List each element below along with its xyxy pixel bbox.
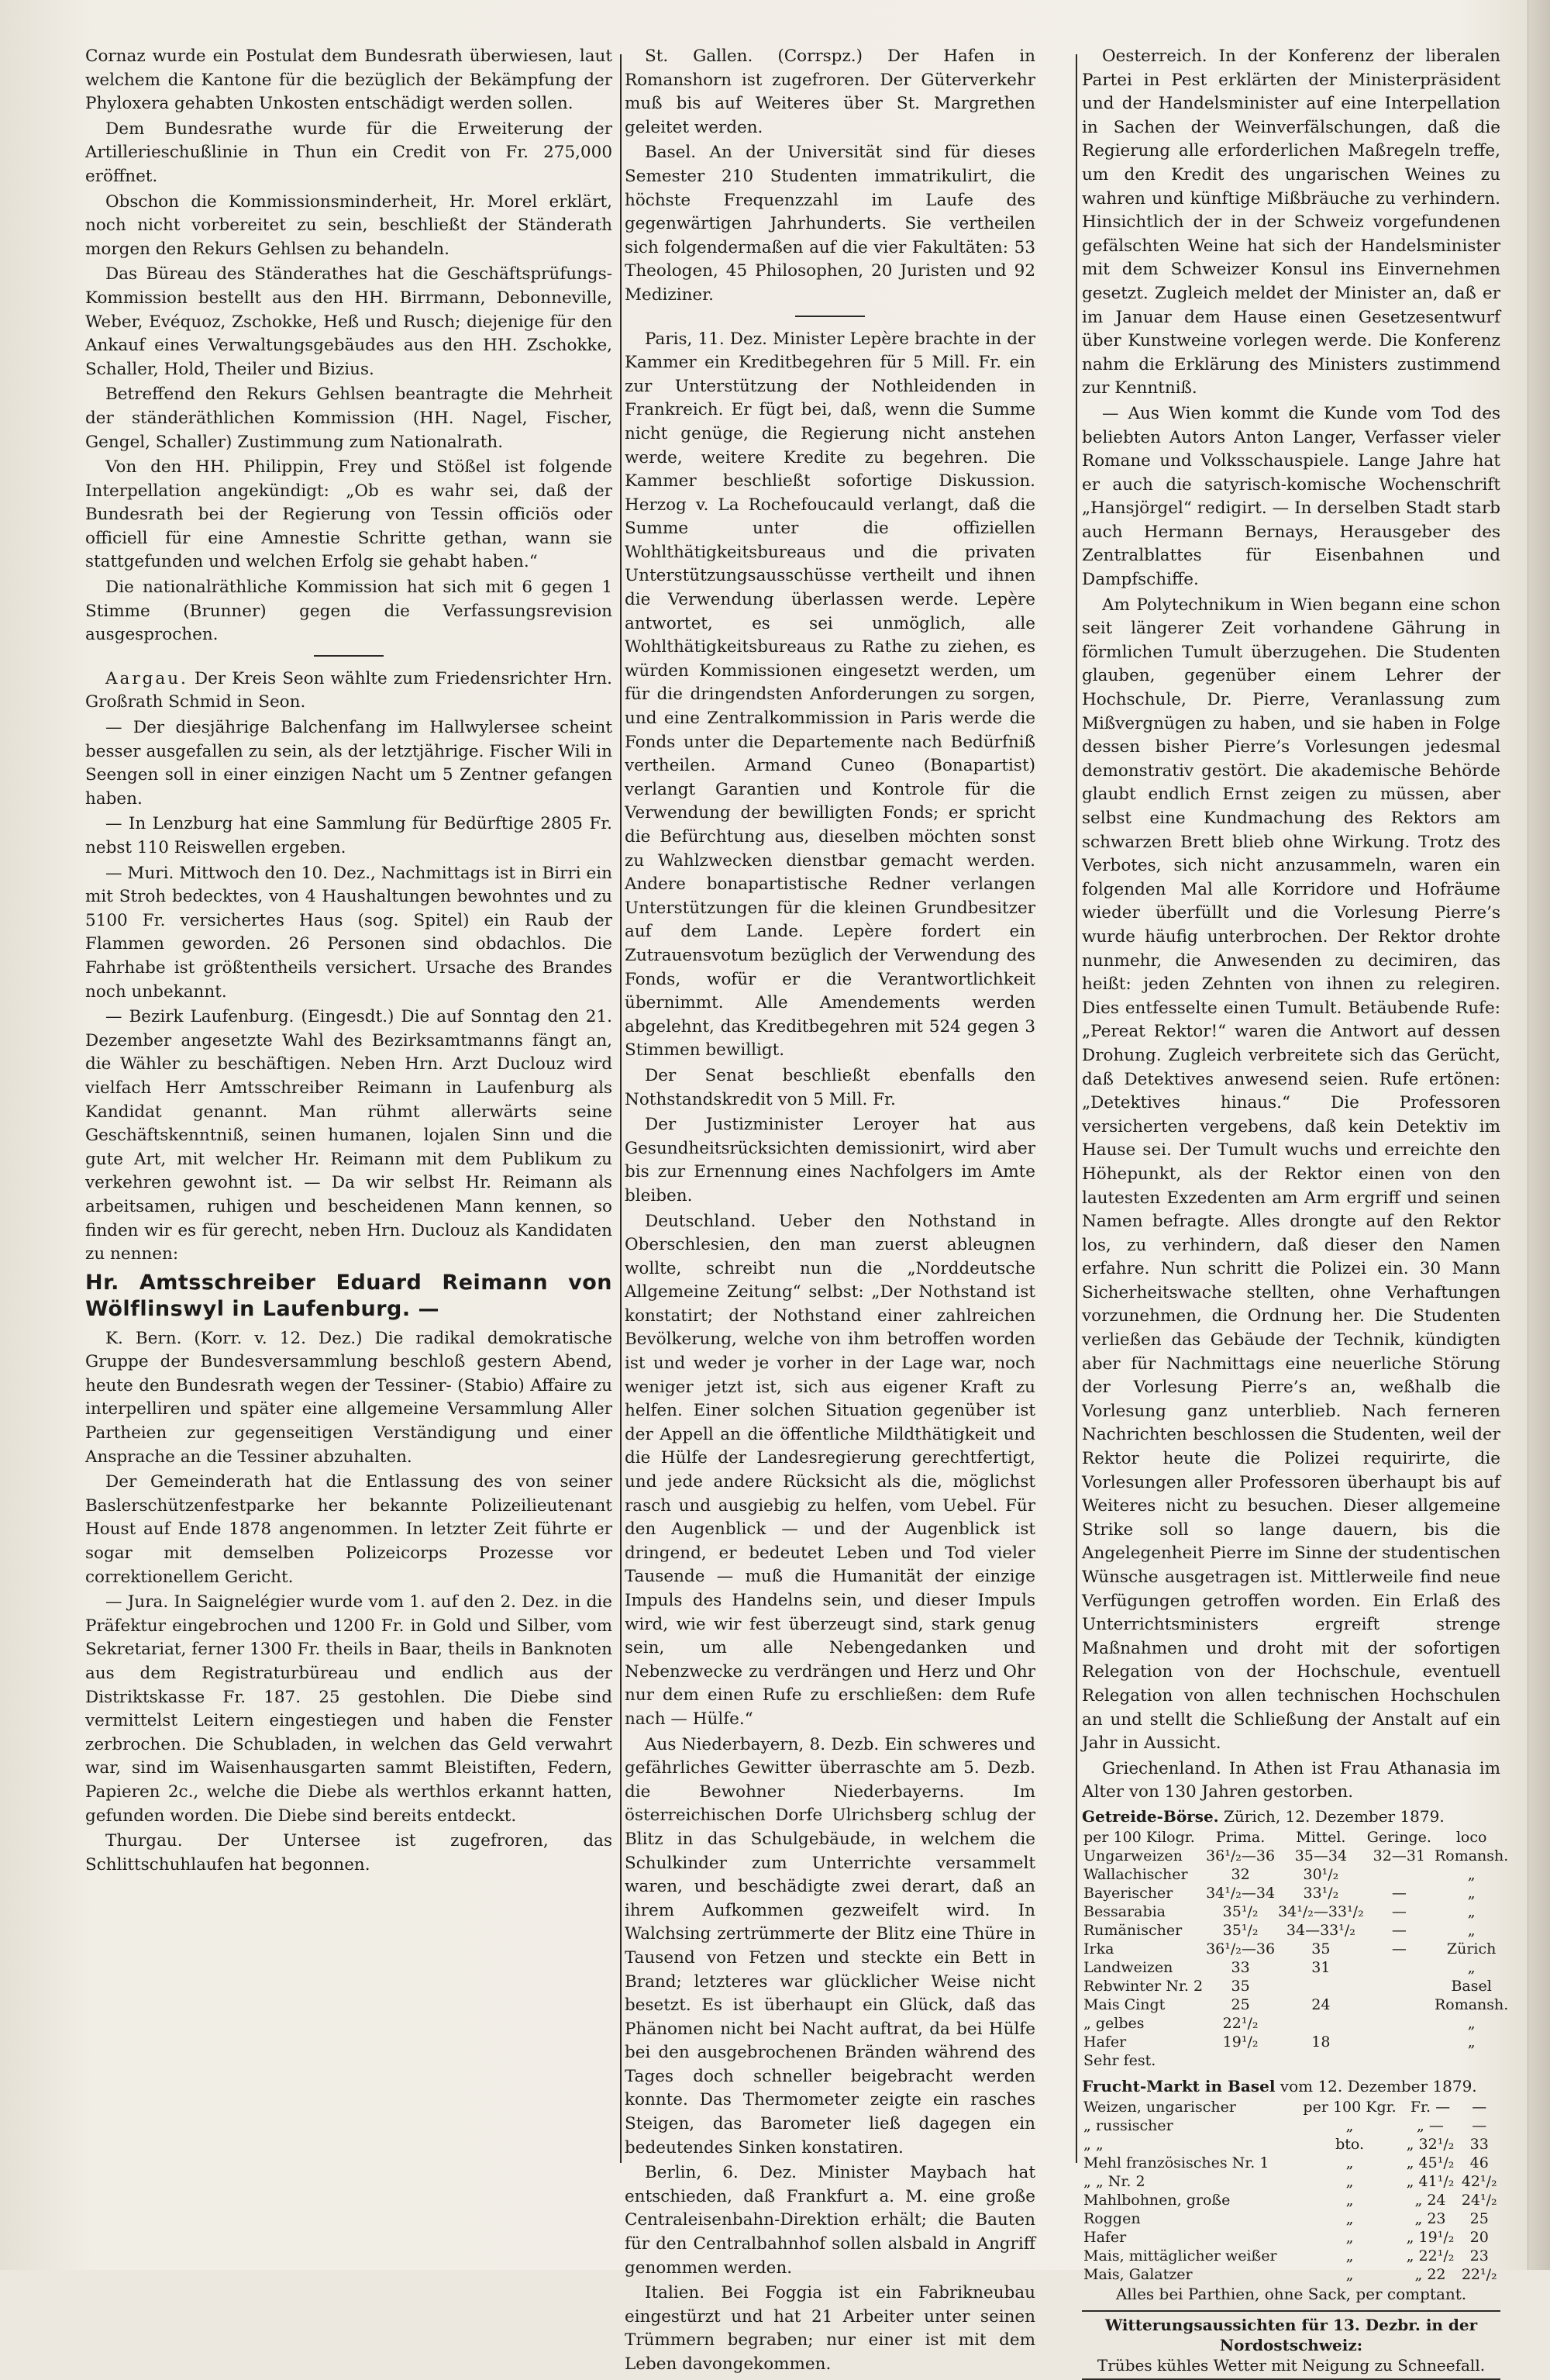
table-cell: Roggen <box>1083 2209 1141 2227</box>
table-cell <box>1366 1977 1433 1995</box>
table-cell: „ <box>1345 2247 1354 2264</box>
table-cell <box>1366 1958 1433 1977</box>
table-cell: „ 24 <box>1414 2191 1446 2209</box>
table-cell <box>1276 2014 1366 2033</box>
table-cell <box>1366 2033 1433 2051</box>
fruit-row <box>1082 2228 1500 2247</box>
fruit-row <box>1082 2135 1500 2154</box>
grain-row <box>1082 1884 1510 1902</box>
table-cell: „ <box>1467 1921 1476 1939</box>
grain-row <box>1082 1847 1510 1865</box>
table-cell: 33¹/₂ <box>1303 1884 1339 1902</box>
table-cell: „ 23 <box>1414 2209 1446 2227</box>
table-cell <box>1366 2014 1433 2033</box>
table-cell: Irka <box>1083 1940 1114 1957</box>
fruit-row <box>1082 2116 1500 2135</box>
paragraph: Am Polytechnikum in Wien begann eine schon seit längerer Zeit vorhandene Gährung in förmlichen Tumult überzugehen. Die Studenten glauben, gegenüber einem Lehrer der Hochschule, Dr. Pierre, Veranlassung zum Mißvergnügen zu haben, und sie haben in Folge dessen bisher Pierre’s Vorlesungen jedesmal demonstrativ gestört. Die akademische Behörde glaubt endlich Ernst zeigen zu müssen, aber selbst eine Kundmachung des Rektors am schwarzen Brett blieb ohne Wirkung. Trotz des Verbotes, sich nicht anzusammeln, waren ein folgenden Mal alle Korridore und Hofräume wieder überfüllt und die Vorlesung Pierre’s wurde häufig unterbrochen. Der Rektor drohte nunmehr, die Anwesenden zu decimiren, das heißt: jeden Zehnten von ihnen zu relegiren. Dies entfesselte einen Tumult. Betäubende Rufe: „Pereat Rektor!“ waren die Antwort auf dessen Drohung. Zugleich verbreitete sich das Gerücht, daß Detektives anwesend seien. Rufe ertönen: „Detektives hinaus.“ Die Professoren versicherten vergebens, daß kein Detektiv im Hause sei. Der Tumult wuchs und erreichte den Höhepunkt, als der Rektor einen von den lautesten Exzedenten am Arm ergriff und seinen Namen befragte. Alles drongte auf den Rektor los, zu verhindern, daß dieser den Namen erfahre. Nun schritt die Polizei ein. 30 Mann Sicherheitswache stellten, ohne Verhaftungen vorzunehmen, die Ordnung her. Die Studenten verließen das Gebäude der Technik, kündigten aber für Nachmittags eine neuerliche Störung der Vorlesung Pierre’s an, weßhalb die Vorlesung ganz unterblieb. Nach ferneren Nachrichten beschlossen die Studenten, weil der Rektor heute die Polizei requirirte, die Vorlesungen aller Professoren überhaupt bis auf Weiteres nicht zu besuchen. Dieser allgemeine Strike soll so lange dauern, bis die Angelegenheit Pierre im Sinne der studentischen Wünsche ausgetragen ist. Mittlerweile find neue Verfügungen getroffen worden. Ein Erlaß des Unterrichtsministers ergreift strenge Maßnahmen und droht mit der sofortigen Relegation von der Hochschule, eventuell Relegation von allen technischen Hochschulen an und stellt die Schließung der Anstalt auf ein Jahr in Aussicht. <box>1082 595 1500 1754</box>
table-cell: „ <box>1345 2172 1354 2190</box>
table-cell: 36¹/₂—36 <box>1206 1847 1276 1864</box>
grain-row <box>1082 1940 1510 1958</box>
table-cell: „ <box>1467 2033 1476 2051</box>
fruit-row <box>1082 2191 1500 2209</box>
table-cell: „ <box>1345 2154 1354 2171</box>
table-cell: 32—31 <box>1373 1847 1426 1864</box>
paragraph: Obschon die Kommissionsminderheit, Hr. Morel erklärt, noch nicht vorbereitet zu sein, beschließt der Ständerath morgen den Rekurs Gehlsen zu behandeln. <box>85 191 612 259</box>
table-cell: 23 <box>1469 2247 1489 2264</box>
paragraph: Das Büreau des Ständerathes hat die Geschäftsprüfungs-Kommission bestellt aus den HH. Birrmann, Debonneville, Weber, Evéquoz, Zschokke, Heß und Rusch; diejenige für den Ankauf eines Verwaltungsgebäudes aus den HH. Zschokke, Schaller, Hold, Theiler und Bizius. <box>85 264 612 379</box>
table-cell: „ 22 <box>1414 2265 1446 2283</box>
table-cell: „ <box>1467 2014 1476 2032</box>
paragraph: Von den HH. Philippin, Frey und Stößel ist folgende Interpellation angekündigt: „Ob es wahr sei, daß der Bundesrath bei der Regierung von Tessin officiös oder officiell für eine Amnestie Schritte gethan, wann sie stattgefunden und welchen Erfolg sie gehabt haben.“ <box>85 457 612 572</box>
table-cell: 35¹/₂ <box>1222 1921 1259 1939</box>
paragraph: Oesterreich. In der Konferenz der liberalen Partei in Pest erklärten der Ministerpräsident und der Handelsminister auf eine Interpellation in Sachen der Weinverfälschungen, daß die Regierung alle erforderlichen Maßregeln treffe, um den Kredit des ungarischen Weines zu wahren und künftige Mißbräuche zu verhindern. Hinsichtlich der in der Schweiz vorgefundenen gefälschten Weine hat sich der Handelsminister mit dem Schweizer Konsul ins Einvernehmen gesetzt. Zugleich meldet der Minister an, daß er im Januar dem Hause einen Gesetzesentwurf über Kunstweine vorlegen werde. Die Konferenz nahm die Erklärung des Ministers zustimmend zur Kenntniß. <box>1082 47 1500 398</box>
table-cell: — <box>1472 2098 1487 2116</box>
paragraph: Die nationalräthliche Kommission hat sich mit 6 gegen 1 Stimme (Brunner) gegen die Verfassungsrevision ausgesprochen. <box>85 578 612 645</box>
table-cell: Mais Cingt <box>1083 1995 1166 2013</box>
table-cell: 20 <box>1469 2228 1489 2246</box>
table-cell: Landweizen <box>1083 1958 1173 1976</box>
table-cell: Bayerischer <box>1083 1884 1173 1902</box>
table-cell <box>1204 2051 1276 2070</box>
table-cell: „ 41¹/₂ <box>1406 2172 1455 2190</box>
table-cell: 33 <box>1469 2135 1489 2153</box>
fruit-row <box>1082 2209 1500 2228</box>
table-cell: 36¹/₂—36 <box>1206 1940 1276 1957</box>
paragraph: Der Justizminister Leroyer hat aus Gesundheitsrücksichten demissionirt, wird aber bis zur Ernennung eines Nachfolgers im Amte bleiben. <box>625 1115 1035 1206</box>
table-cell: 34¹/₂—34 <box>1206 1884 1276 1902</box>
paragraph: Deutschland. Ueber den Nothstand in Oberschlesien, den man zuerst ableugnen wollte, schreibt nun die „Norddeutsche Allgemeine Zeitung“ selbst: „Der Nothstand ist konstatirt; der Nothstand einer zahlreichen Bevölkerung, welche von ihm betroffen worden ist und weder je vorher in der Lage war, noch weniger jetzt ist, sich aus eigener Kraft zu helfen. Einer solchen Situation gegenüber ist der Appell an die öffentliche Mildthätigkeit und die Hülfe der Landesregierung gerechtfertigt, und jede andere Rücksicht als die, möglichst rasch und ausgiebig zu helfen, vom Uebel. Für den Augenblick — und der Augenblick ist dringend, er bedeutet Leben und Tod vieler Tausende — muß die Humanität der einzige Impuls des Handelns sein, und dieser Impuls wird, wie wir fest überzeugt sind, stark genug sein, um alle Nebengedanken und Nebenzwecke zu verdrängen und Herz und Ohr nur dem einen Rufe zu erschließen: dem Rufe nach — Hülfe.“ <box>625 1211 1035 1729</box>
paragraph: Paris, 11. Dez. Minister Lepère brachte in der Kammer ein Kreditbegehren für 5 Mill. Fr. ein zur Unterstützung der Nothleidenden in Frankreich. Er fügt bei, daß, wenn die Summe nicht genüge, die Regierung nicht anstehen werde, weitere Kredite zu begehren. Die Kammer beschließt sofortige Diskussion. Herzog v. La Rochefoucauld verlangt, daß die Summe unter die offiziellen Wohlthätigkeitsbureaus und die privaten Unterstützungsausschüsse vertheilt und ihnen die Verwendung überlassen werde. Lepère antwortet, es sei unmöglich, alle Wohlthätigkeitsbureaus zu Rathe zu ziehen, es würden Kommissionen eingesetzt werden, um für die dringendsten Anforderungen zu sorgen, und eine Zentralkommission in Paris werde die Fonds unter die Departemente nach Bedürfniß vertheilen. Armand Cuneo (Bonapartist) verlangt Garantien und Kontrole für die Verwendung der bewilligten Fonds; er spricht die Befürchtung aus, dieselben möchten sonst zu Wahlzwecken dienstbar gemacht werden. Andere bonapartistische Redner verlangen Unterstützungen für die kleinen Grundbesitzer auf dem Lande. Lepère fordert ein Zutrauensvotum bezüglich der Verwendung des Fonds, wofür er die Verantwortlichkeit übernimmt. Alle Amendements werden abgelehnt, das Kreditbegehren mit 524 gegen 3 Stimmen bewilligt. <box>625 329 1035 1061</box>
table-cell: 18 <box>1311 2033 1331 2051</box>
table-cell: „ 45¹/₂ <box>1406 2154 1455 2171</box>
grain-row <box>1082 2014 1510 2033</box>
table-cell <box>1366 2051 1433 2070</box>
table-cell: „ „ Nr. 2 <box>1083 2172 1145 2190</box>
paragraph: — Aus Wien kommt die Kunde vom Tod des beliebten Autors Anton Langer, Verfasser vieler Romane und Volksschauspiele. Lange Jahre hat er auch die satyrisch-komische Wochenschrift „Hansjörgel“ redigirt. — In derselben Stadt starb auch Hermann Bernays, Herausgeber des Zentralblattes für Eisenbahnen und Dampfschiffe. <box>1082 403 1500 590</box>
table-cell: „ <box>1467 1902 1476 1920</box>
table-cell: Mais, Galatzer <box>1083 2265 1193 2283</box>
table-cell: 34¹/₂—33¹/₂ <box>1278 1902 1364 1920</box>
market-note: Alles bei Parthien, ohne Sack, per comptant. <box>1115 2284 1467 2303</box>
grain-row <box>1082 2033 1510 2051</box>
table-cell: Weizen, ungarischer <box>1083 2098 1236 2116</box>
weather-forecast <box>1082 2310 1500 2380</box>
paragraph: Berlin, 6. Dez. Minister Maybach hat entschieden, daß Frankfurt a. M. eine große Centraleisenbahn-Direktion erhält; die Bauten für den Centralbahnhof sollen alsbald in Angriff genommen werden. <box>625 2163 1035 2278</box>
table-cell <box>1276 2051 1366 2070</box>
table-cell: Mais, mittäglicher weißer <box>1083 2247 1277 2264</box>
paragraph: — In Lenzburg hat eine Sammlung für Bedürftige 2805 Fr. nebst 110 Reiswellen ergeben. <box>85 814 612 857</box>
fruit-market-table <box>1082 2098 1500 2284</box>
table-cell: 35—34 <box>1294 1847 1348 1864</box>
table-cell: „ <box>1345 2265 1354 2283</box>
table-cell: 32 <box>1231 1865 1250 1883</box>
table-cell: „ <box>1345 2209 1354 2227</box>
table-cell: Wallachischer <box>1083 1865 1188 1883</box>
table-cell: — <box>1391 1921 1407 1939</box>
table-cell: bto. <box>1335 2135 1365 2153</box>
table-cell: „ — <box>1417 2116 1444 2134</box>
table-cell: Bessarabia <box>1083 1902 1166 1920</box>
paragraph: Der Senat beschließt ebenfalls den Nothstandskredit von 5 Mill. Fr. <box>625 1065 1035 1109</box>
grain-row <box>1082 1865 1510 1884</box>
table-cell: — <box>1391 1940 1407 1957</box>
paragraph: Dem Bundesrathe wurde für die Erweiterung der Artillerieschußlinie in Thun ein Credit von Fr. 275,000 eröffnet. <box>85 119 612 186</box>
table-cell: 35 <box>1231 1977 1250 1995</box>
table-cell: 25 <box>1469 2209 1489 2227</box>
fruit-row <box>1082 2172 1500 2191</box>
paragraph: Thurgau. Der Untersee ist zugefroren, das Schlittschuhlaufen hat begonnen. <box>85 1831 612 1875</box>
weather-text: Trübes kühles Wetter mit Neigung zu Schneefall. <box>1097 2355 1486 2375</box>
fruit-row <box>1082 2247 1500 2265</box>
table-cell: Hafer <box>1083 2228 1127 2246</box>
table-cell: Zürich <box>1446 1940 1497 1957</box>
separator <box>795 316 865 317</box>
fruit-row <box>1082 2265 1500 2284</box>
fruit-row <box>1082 2098 1500 2116</box>
table-cell: „ 22¹/₂ <box>1406 2247 1455 2264</box>
page-edge <box>1528 0 1550 2270</box>
table-cell: 22¹/₂ <box>1461 2265 1497 2283</box>
grain-row <box>1082 1921 1510 1940</box>
table-cell: „ gelbes <box>1083 2014 1145 2032</box>
table-cell: „ <box>1345 2191 1354 2209</box>
table-cell: 42¹/₂ <box>1461 2172 1497 2190</box>
table-cell: 34—33¹/₂ <box>1286 1921 1355 1939</box>
table-cell <box>1366 1865 1433 1884</box>
grain-row <box>1082 1995 1510 2014</box>
table-cell: Hafer <box>1083 2033 1127 2051</box>
paragraph: Betreffend den Rekurs Gehlsen beantragte die Mehrheit der ständeräthlichen Kommission (HH. Nagel, Fischer, Gengel, Schaller) Zustimmung zum Nationalrath. <box>85 385 612 452</box>
fruit-row <box>1082 2154 1500 2172</box>
table-cell: 35 <box>1311 1940 1331 1957</box>
paragraph: Der Gemeinderath hat die Entlassung des von seiner Baslerschützenfestparke her bekannte Polizeilieutenant Houst auf Ende 1878 angenommen. In letzter Zeit führte er sogar mit demselben Polizeicorps Prozesse vor correktionellem Gericht. <box>85 1472 612 1587</box>
column-2 <box>612 45 1035 2378</box>
table-cell: 30¹/₂ <box>1303 1865 1339 1883</box>
table-cell: Rebwinter Nr. 2 <box>1083 1977 1204 1995</box>
grain-row <box>1082 1902 1510 1921</box>
candidate-headline: Hr. Amtsschreiber Eduard Reimann von Wölflinswyl in Laufenburg. — <box>85 1270 612 1321</box>
fruit-market-title: Frucht-Markt in Basel vom 12. Dezember 1879. <box>1082 2076 1477 2095</box>
grain-exchange-title: Getreide-Börse. Zürich, 12. Dezember 1879. <box>1082 1806 1445 1826</box>
paragraph: St. Gallen. (Corrspz.) Der Hafen in Romanshorn ist zugefroren. Der Güterverkehr muß bis auf Weiteres über St. Margrethen geleitet werden. <box>625 47 1035 137</box>
paragraph: — Bezirk Laufenburg. (Eingesdt.) Die auf Sonntag den 21. Dezember angesetzte Wahl des Bezirksamtmanns fängt an, die Wähler zu beschäftigen. Neben Hrn. Arzt Duclouz wird vielfach Herr Amtsschreiber Reimann in Laufenburg als Kandidat genannt. Man rühmt allerwärts seine Geschäftskenntniß, seinen humanen, lojalen Sinn und die gute Art, mit welcher Hr. Reimann mit dem Publikum zu verkehren gewohnt ist. — Da wir selbst Hr. Reimann als arbeitsamen, ruhigen und bescheidenen Mann kennen, so finden wir es für gerecht, neben Hrn. Duclouz als Kandidaten zu nennen: <box>85 1007 612 1264</box>
table-cell: 31 <box>1311 1958 1331 1976</box>
paragraph: Basel. An der Universität sind für dieses Semester 210 Studenten immatrikulirt, die höchste Frequenzzahl im Laufe des gegenwärtigen Jahrhunderts. Sie vertheilen sich folgendermaßen auf die vier Fakultäten: 53 Theologen, 45 Philosophen, 20 Juristen und 92 Mediziner. <box>625 143 1035 305</box>
grain-price-table <box>1082 1828 1510 2070</box>
table-cell: „ 19¹/₂ <box>1406 2228 1455 2246</box>
paragraph: Italien. Bei Foggia ist ein Fabrikneubau eingestürzt und hat 21 Arbeiter unter seinen Trümmern begraben; nur einer ist mit dem Leben davongekommen. <box>625 2283 1035 2374</box>
paragraph: — Jura. In Saignelégier wurde vom 1. auf den 2. Dez. in die Präfektur eingebrochen und 1200 Fr. in Gold und Silber, vom Sekretariat, ferner 1300 Fr. theils in Baar, theils in Banknoten aus dem Registraturbüreau und endlich aus der Distriktskasse Fr. 187. 25 gestohlen. Die Diebe sind vermittelst Leitern eingestiegen und haben die Fenster zerbrochen. Die Schubladen, in welchen das Geld verwahrt war, sind im Waisenhausgarten sammt Bleistiften, Federn, Papieren 2c., welche die Diebe als werthlos erkannt hatten, gefunden worden. Die Diebe sind bereits entdeckt. <box>85 1592 612 1826</box>
table-cell: — <box>1472 2116 1487 2134</box>
table-cell: „ <box>1467 1958 1476 1976</box>
table-cell: 24 <box>1311 1995 1331 2013</box>
table-cell: „ <box>1345 2116 1354 2134</box>
table-cell: Sehr fest. <box>1083 2051 1156 2069</box>
paragraph: Cornaz wurde ein Postulat dem Bundesrath überwiesen, laut welchem die Kantone für die bezüglich der Bekämpfung der Phyloxera gehabten Unkosten entschädigt werden sollen. <box>85 47 612 114</box>
table-cell: 22¹/₂ <box>1222 2014 1259 2032</box>
grain-row <box>1082 2051 1510 2070</box>
table-cell: „ „ <box>1083 2135 1104 2153</box>
table-cell: Ungarweizen <box>1083 1847 1183 1864</box>
paragraph: — Der diesjährige Balchenfang im Hallwylersee scheint besser ausgefallen zu sein, als der letztjährige. Fischer Wili in Seengen soll in einer einzigen Nacht um 5 Zentner gefangen haben. <box>85 718 612 809</box>
table-cell: Basel <box>1451 1977 1492 1995</box>
table-cell <box>1276 1977 1366 1995</box>
table-cell: 46 <box>1469 2154 1489 2171</box>
table-cell: „ <box>1467 1884 1476 1902</box>
table-cell: per 100 Kgr. <box>1303 2098 1397 2116</box>
table-cell: Romansh. <box>1434 1995 1509 2013</box>
table-cell: 25 <box>1231 1995 1250 2013</box>
table-cell: Mehl französisches Nr. 1 <box>1083 2154 1269 2171</box>
paragraph: Aus Niederbayern, 8. Dezb. Ein schweres und gefährliches Gewitter überraschte am 5. Dezb. die Bewohner Niederbayerns. Im österreichischen Dorfe Ulrichsberg schlug der Blitz in das Schulgebäude, in welchem die Schulkinder zum Unterrichte versammelt waren, und beschädigte zwei derart, daß an ihrem Aufkommen gezweifelt wird. In Walchsing zertrümmerte der Blitz eine Thüre in Tausend von Fetzen und steckte ein Bett in Brand; letzteres war glücklicher Weise nicht besetzt. Es ist überhaupt ein Glück, daß das Phänomen nicht bei Nacht auftrat, da bei Hülfe bei den ausgebrochenen Bränden während des Tages doch schneller beigebracht werden konnte. Das Thermometer zeigte ein rasches Steigen, das Barometer ließ dagegen ein bedeutendes Sinken konstatiren. <box>625 1734 1035 2158</box>
table-cell: — <box>1391 1884 1407 1902</box>
separator <box>314 655 384 657</box>
grain-row <box>1082 1977 1510 1995</box>
paragraph: K. Bern. (Korr. v. 12. Dez.) Die radikal demokratische Gruppe der Bundesversammlung beschloß gestern Abend, heute den Bundesrath wegen der Tessiner- (Stabio) Affaire zu interpelliren und später eine allgemeine Versammlung Aller Partheien zur gegenseitigen Verständigung und einer Ansprache an die Tessiner abzuhalten. <box>85 1328 612 1467</box>
grain-table-header: per 100 Kilogr. Prima. Mittel. Geringe. loco <box>1083 1828 1487 1846</box>
table-cell: Rumänischer <box>1083 1921 1183 1939</box>
paragraph: — Muri. Mittwoch den 10. Dez., Nachmittags ist in Birri ein mit Stroh bedecktes, von 4 Haushaltungen bewohntes und zu 5100 Fr. versichertes Haus (sog. Spitel) ein Raub der Flammen geworden. 26 Personen sind obdachlos. Die Fahrhabe ist größtentheils versichert. Ursache des Brandes noch unbekannt. <box>85 863 612 1002</box>
table-cell: 35¹/₂ <box>1222 1902 1259 1920</box>
table-cell: „ 32¹/₂ <box>1406 2135 1455 2153</box>
table-cell: 24¹/₂ <box>1461 2191 1497 2209</box>
table-cell: 19¹/₂ <box>1222 2033 1259 2051</box>
table-cell <box>1366 1995 1433 2014</box>
table-cell: — <box>1391 1902 1407 1920</box>
column-3 <box>1070 45 1509 2380</box>
table-cell <box>1433 2051 1510 2070</box>
grain-row <box>1082 1958 1510 1977</box>
weather-title: Witterungsaussichten für 13. Dezbr. in der Nordostschweiz: <box>1104 2315 1478 2354</box>
table-cell: Fr. — <box>1410 2098 1451 2116</box>
column-1 <box>85 45 612 1878</box>
table-cell: Mahlbohnen, große <box>1083 2191 1231 2209</box>
table-cell: „ <box>1467 1865 1476 1883</box>
table-cell: Romansh. <box>1434 1847 1509 1864</box>
table-cell: „ russischer <box>1083 2116 1173 2134</box>
table-cell: 33 <box>1231 1958 1250 1976</box>
paragraph: Griechenland. In Athen ist Frau Athanasia im Alter von 130 Jahren gestorben. <box>1082 1758 1500 1802</box>
region-heading: Aargau. <box>105 668 188 688</box>
table-cell: „ <box>1345 2228 1354 2246</box>
news-item-aargau: Aargau. Der Kreis Seon wählte zum Friedensrichter Hrn. Großrath Schmid in Seon. <box>85 668 612 712</box>
